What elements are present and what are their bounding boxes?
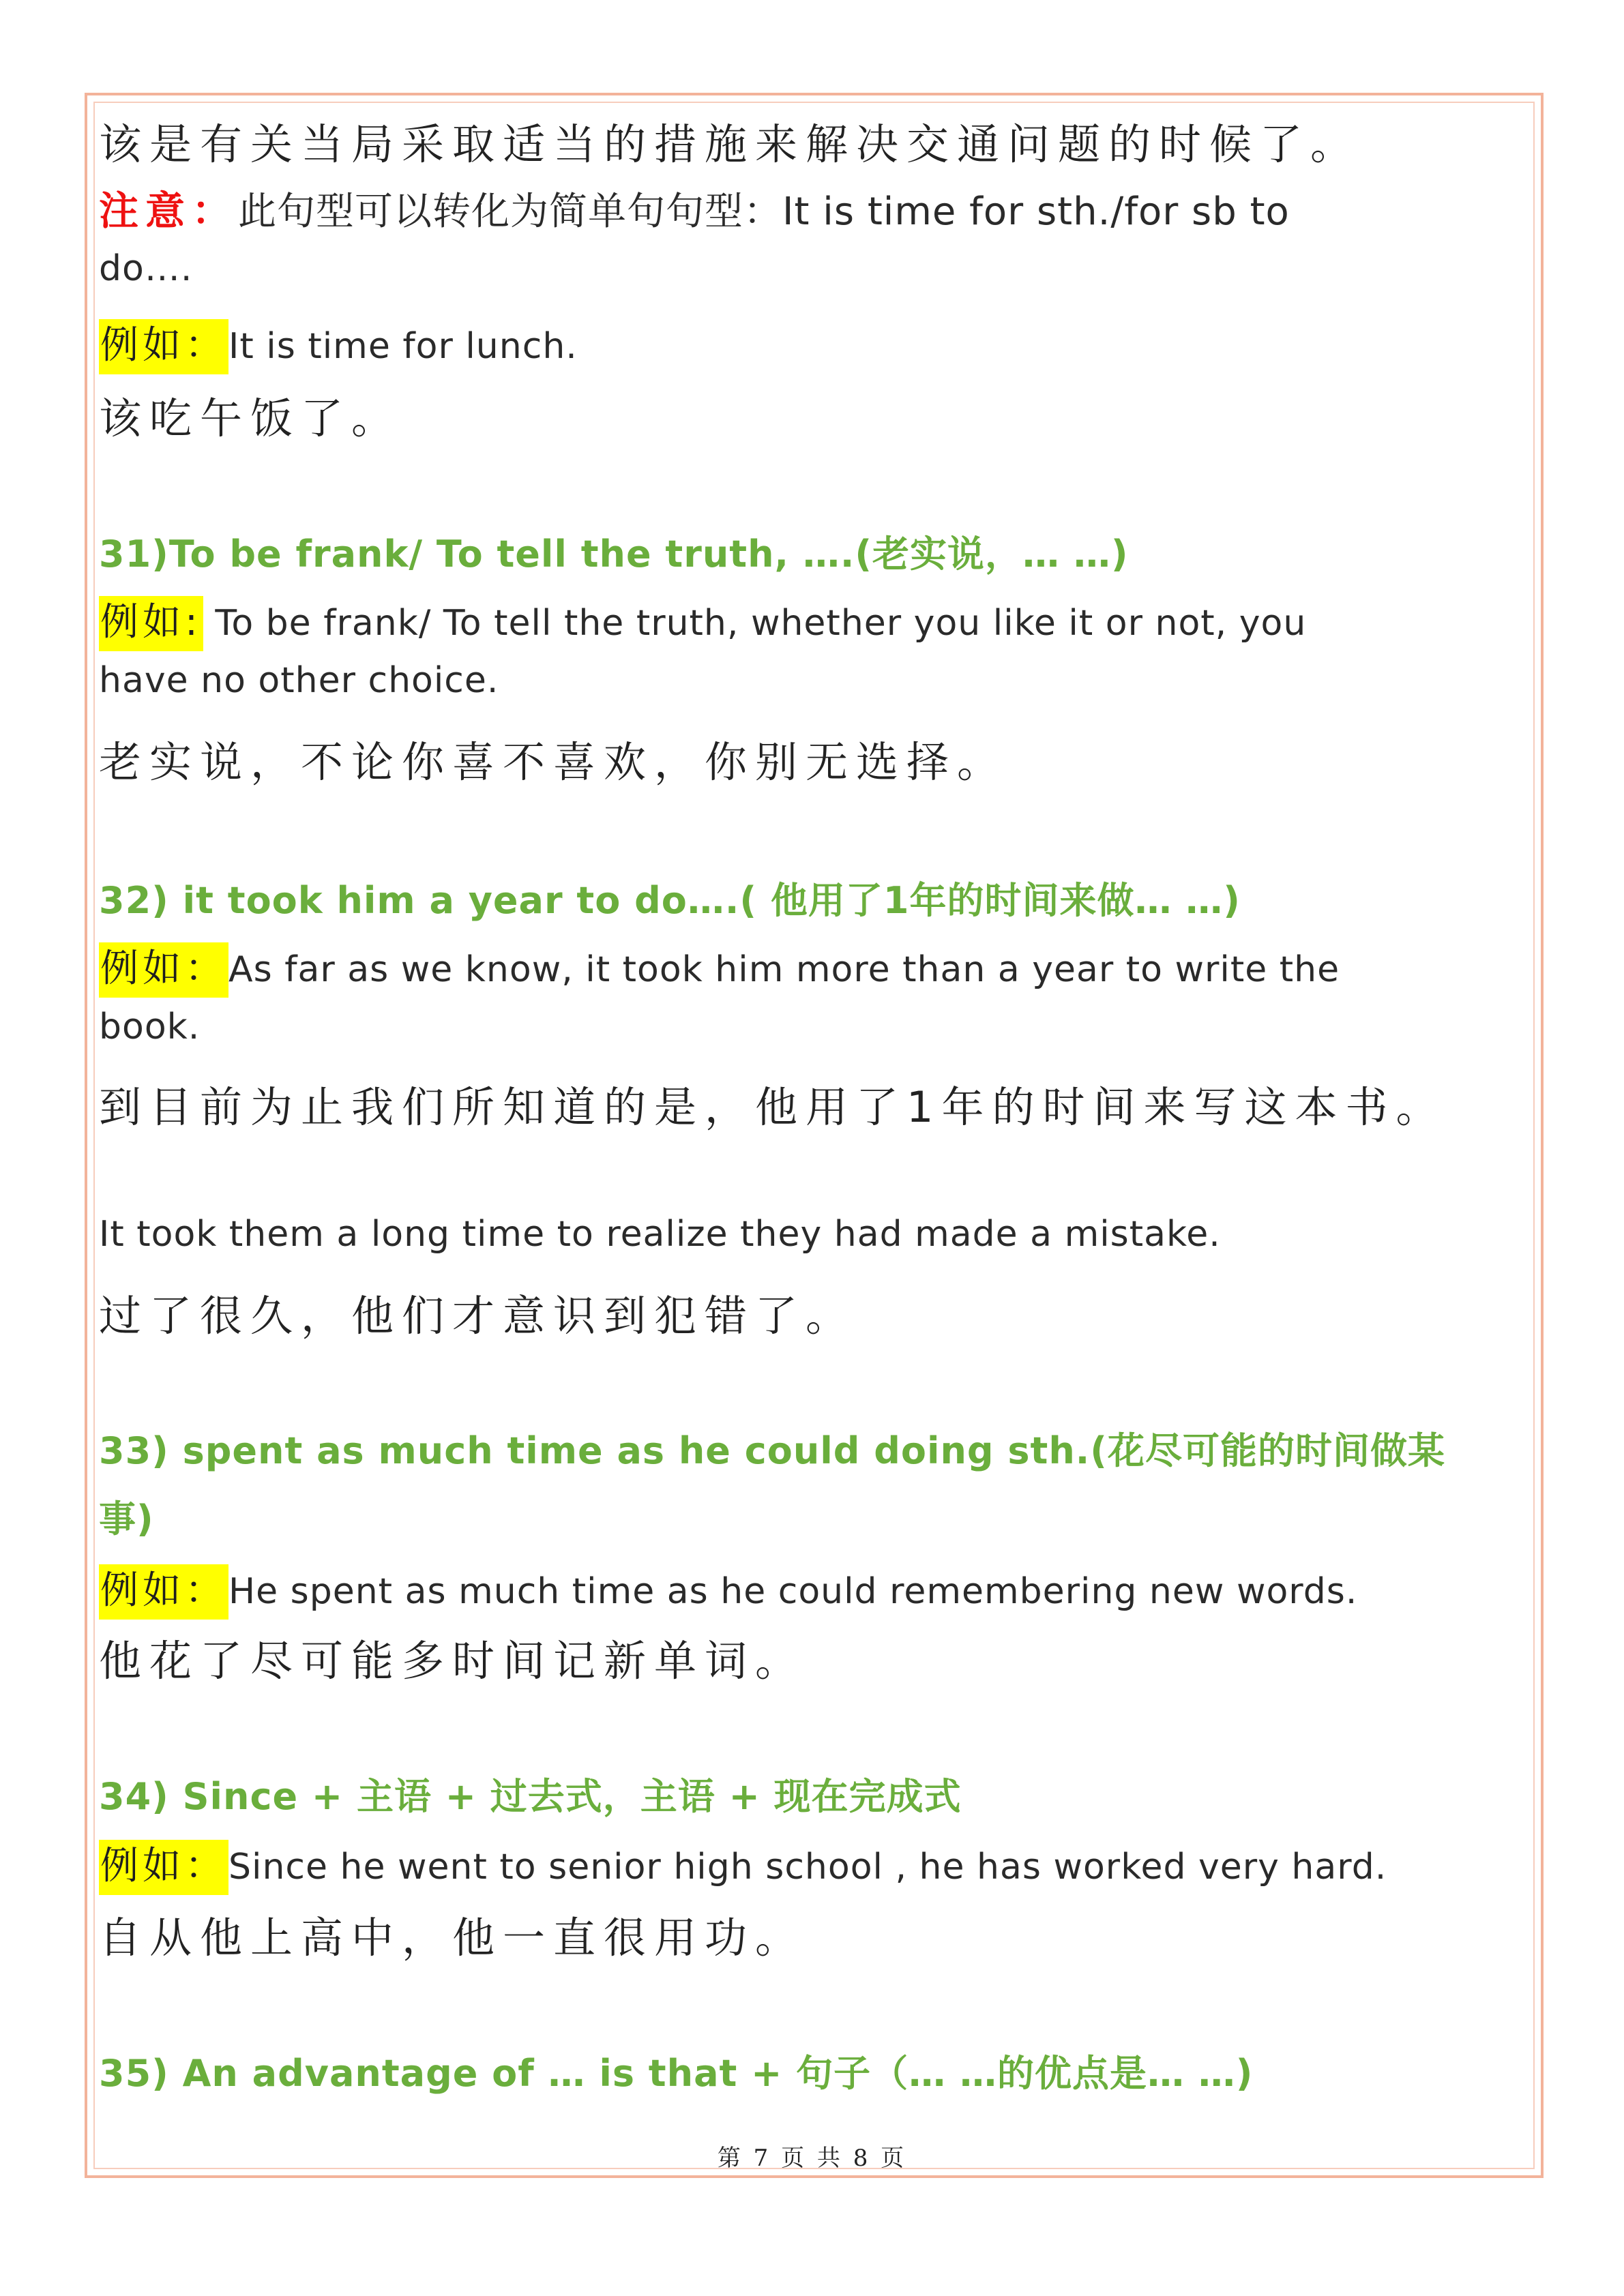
section-heading-31: 31)To be frank/ To tell the truth, ….(老实说，… …) [99,533,1129,576]
example-translation-34: 自从他上高中，他一直很用功。 [99,1913,806,1963]
section-heading-35: 35) An advantage of … is that + 句子（… …的优点是… …) [99,2052,1254,2095]
example-translation-32: 到目前为止我们所知道的是，他用了1年的时间来写这本书。 [99,1082,1447,1132]
example-text: To be frank/ To tell the truth, whether you like it or not, you [203,603,1307,644]
example-line-1 [99,315,578,370]
example-label: 例如： [99,1564,228,1620]
example-line-31 [99,592,1306,646]
note-line [99,179,1290,236]
note-text: 此句型可以转化为简单句句型：It is time for sth./for sb to [238,190,1290,234]
note-label: 注意： [99,188,239,234]
example-text: As far as we know, it took him more than a year to write the [228,949,1340,990]
example-label: 例如： [99,319,228,374]
example-label: 例如： [99,1840,228,1895]
example-continuation-31: have no other choice. [99,660,499,701]
example-translation-31: 老实说，不论你喜不喜欢，你别无选择。 [99,737,1008,787]
text-line-intro-cn: 该是有关当局采取适当的措施来解决交通问题的时候了。 [99,119,1361,169]
example-line-33 [99,1560,1357,1615]
example-line-34 [99,1836,1387,1890]
example-label: 例如： [99,942,228,998]
page-footer: 第 7 页 共 8 页 [717,2145,907,2172]
example-translation-1: 该吃午饭了。 [99,393,402,443]
example-text: Since he went to senior high school , he has worked very hard. [228,1847,1387,1888]
example-line-32b: It took them a long time to realize they had made a mistake. [99,1214,1221,1255]
section-heading-33: 33) spent as much time as he could doing sth.(花尽可能的时间做某 [99,1429,1445,1472]
note-continuation: do…. [99,248,193,289]
example-translation-32b: 过了很久，他们才意识到犯错了。 [99,1291,857,1341]
section-heading-34: 34) Since + 主语 + 过去式，主语 + 现在完成式 [99,1775,962,1818]
example-text: It is time for lunch. [228,326,578,367]
example-text: He spent as much time as he could remembering new words. [228,1571,1358,1612]
example-continuation-32: book. [99,1007,201,1047]
example-label: 例如: [99,596,203,651]
example-line-32 [99,938,1340,993]
example-translation-33: 他花了尽可能多时间记新单词。 [99,1636,806,1686]
section-heading-33-continuation: 事) [99,1497,154,1540]
section-heading-32: 32) it took him a year to do….( 他用了1年的时间来做… …) [99,879,1241,922]
